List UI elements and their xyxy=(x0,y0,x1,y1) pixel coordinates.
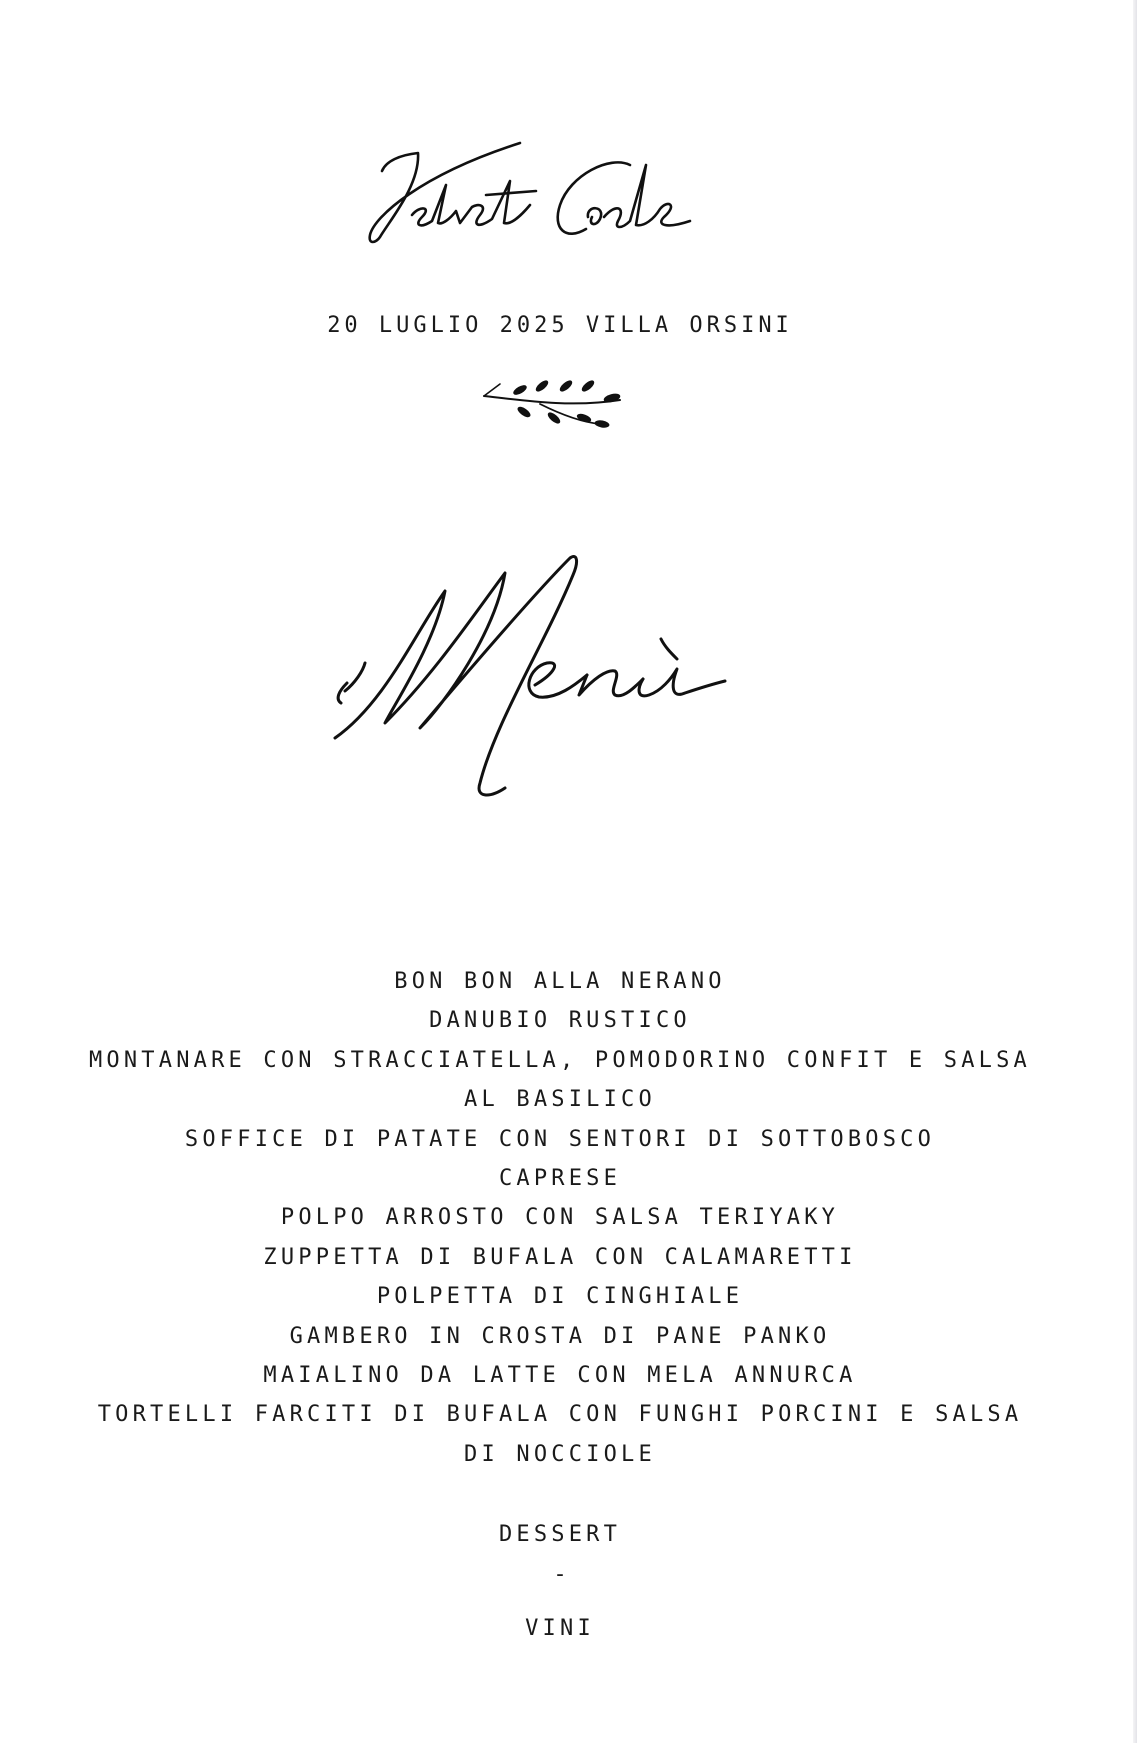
course-list xyxy=(60,962,1060,1474)
list-item: GAMBERO IN CROSTA DI PANE PANKO xyxy=(289,1323,831,1349)
list-item: MONTANARE CON STRACCIATELLA, POMODORINO CONFIT E SALSA AL BASILICO xyxy=(88,1047,1032,1113)
page-edge xyxy=(1133,0,1137,1743)
list-item: POLPETTA DI CINGHIALE xyxy=(376,1284,744,1310)
olive-branch-icon xyxy=(480,374,630,434)
wine-heading: VINI xyxy=(525,1616,595,1641)
event-date-location: 20 LUGLIO 2025 VILLA ORSINI xyxy=(327,313,793,338)
velvet-code-logo xyxy=(360,125,740,260)
list-item: CAPRESE xyxy=(498,1166,622,1192)
list-item: ZUPPETTA DI BUFALA CON CALAMARETTI xyxy=(263,1244,857,1270)
list-item: POLPO ARROSTO CON SALSA TERIYAKY xyxy=(280,1205,840,1231)
dessert-heading: DESSERT xyxy=(498,1522,622,1547)
list-item: MAIALINO DA LATTE CON MELA ANNURCA xyxy=(263,1363,857,1389)
list-item: TORTELLI FARCITI DI BUFALA CON FUNGHI PORCINI E SALSA DI NOCCIOLE xyxy=(97,1402,1023,1467)
menu-title xyxy=(325,553,775,803)
list-item: SOFFICE DI PATATE CON SENTORI DI SOTTOBOSCO xyxy=(184,1126,936,1152)
list-item: BON BON ALLA NERANO xyxy=(394,969,726,994)
list-item: DANUBIO RUSTICO xyxy=(429,1008,691,1034)
separator: - xyxy=(553,1562,567,1587)
